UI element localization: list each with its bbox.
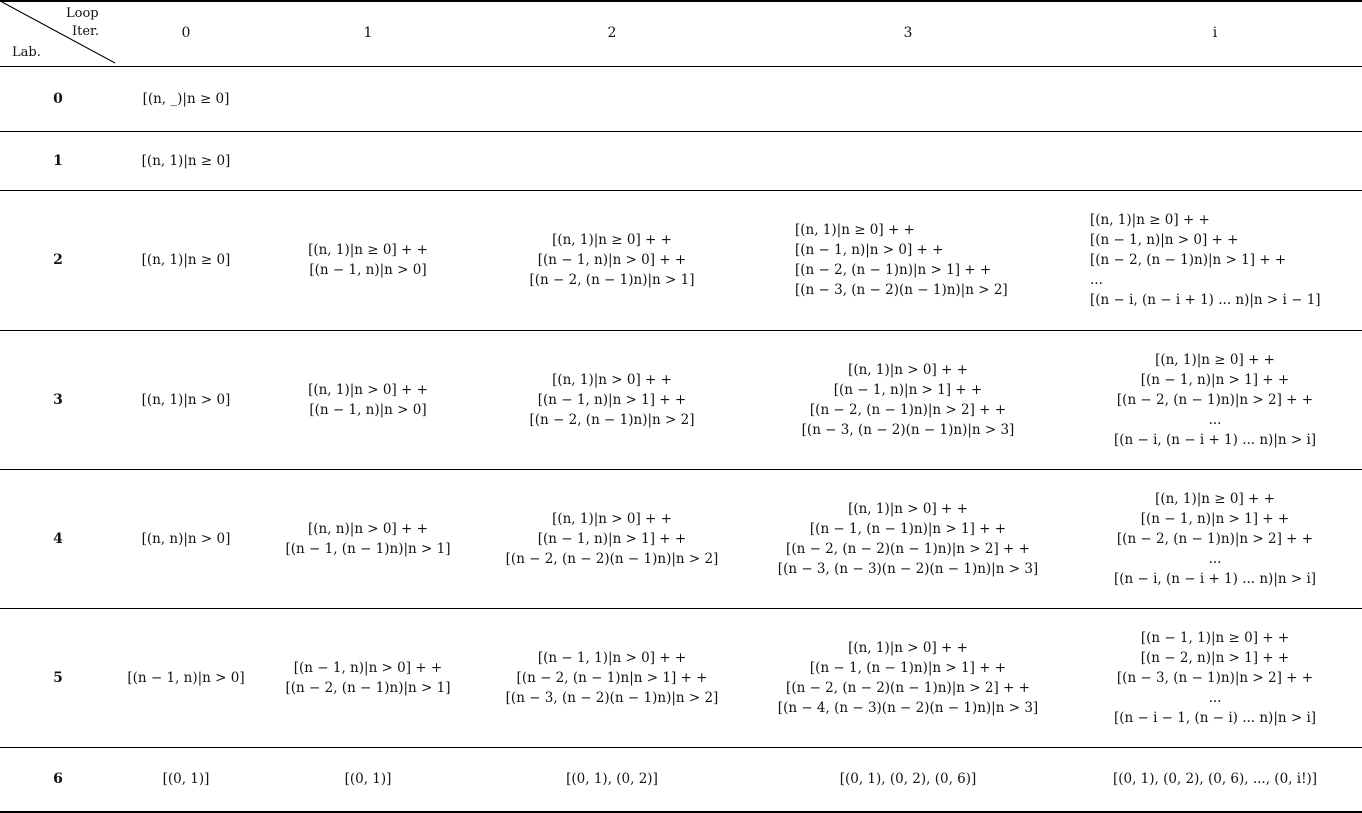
cell-line: [(n, 1)|n > 0]	[141, 391, 231, 408]
bottom-rule	[0, 811, 1362, 813]
cell-row5-col0	[101, 608, 271, 747]
cell-line: [(n − 1, (n − 1)n)|n > 1] + +	[809, 659, 1007, 676]
cell-line: [(n − 1, n)|n > 0]	[309, 262, 427, 278]
cell-line: [(n − 4, (n − 3)(n − 2)(n − 1)n)|n > 3]	[777, 699, 1039, 716]
cell-line: [(n − 1, n)|n > 0] + +	[537, 252, 687, 268]
cell-line: [(n, 1)|n > 0] + +	[848, 361, 968, 378]
cell-row6-col2	[482, 747, 742, 811]
cell-row5-coli	[1080, 608, 1350, 747]
cell-line: [(n − 3, (n − 2)(n − 1)n)|n > 3]	[801, 421, 1015, 438]
cell-line: [(n, n)|n > 0]	[141, 530, 231, 547]
cell-line: [(n, n)|n > 0] + +	[308, 520, 428, 537]
cell-line: [(n − 3, (n − 1)n)|n > 2] + +	[1116, 669, 1314, 686]
cell-line: [(n, 1)|n ≥ 0] + +	[1155, 490, 1275, 507]
cell-row4-col0	[101, 469, 271, 608]
cell-line: [(0, 1), (0, 2), (0, 6), ..., (0, i!)]	[1112, 771, 1318, 787]
cell-line: [(n, 1)|n > 0] + +	[848, 639, 968, 656]
cell-line: [(n − 1, n)|n > 0] + +	[1090, 232, 1239, 248]
cell-line: [(n, 1)|n ≥ 0] + +	[552, 232, 672, 248]
cell-line: [(n, 1)|n ≥ 0] + +	[308, 242, 428, 258]
cell-line: [(n − 2, (n − 1)n)|n > 2] + +	[809, 401, 1007, 418]
cell-row5-col1	[268, 608, 468, 747]
row-label-3: 3	[53, 391, 63, 408]
cell-row3-col3	[758, 330, 1058, 469]
corner-header-iter: Iter.	[72, 24, 99, 39]
cell-line: [(n − 1, n)|n > 0] + +	[795, 242, 944, 258]
cell-line: [(n, 1)|n ≥ 0] + +	[1090, 212, 1210, 228]
cell-row3-col2	[482, 330, 742, 469]
cell-line: [(n, 1)|n > 0] + +	[552, 510, 672, 527]
top-rule	[0, 0, 1362, 2]
cell-line: [(n − 1, (n − 1)n)|n > 1] + +	[809, 520, 1007, 537]
cell-row6-col0	[101, 747, 271, 811]
cell-line: [(n − i, (n − i + 1) ... n)|n > i − 1]	[1090, 292, 1321, 308]
cell-line: [(n, 1)|n ≥ 0] + +	[795, 222, 915, 238]
cell-line: [(n − 1, (n − 1)n)|n > 1]	[285, 540, 451, 557]
cell-line: [(n − 3, (n − 2)(n − 1)n)|n > 2]	[795, 282, 1008, 298]
cell-line: ...	[1208, 550, 1222, 567]
column-header-i: i	[1212, 25, 1218, 41]
row-label-2: 2	[53, 252, 63, 268]
cell-line: [(n − 2, (n − 1)n)|n > 2] + +	[1116, 391, 1314, 408]
cell-line: [(n − 3, (n − 3)(n − 2)(n − 1)n)|n > 3]	[777, 560, 1039, 577]
cell-line: [(n − 2, (n − 2)(n − 1)n)|n > 2] + +	[786, 540, 1030, 557]
cell-row0-col0	[101, 66, 271, 131]
cell-row3-col1	[268, 330, 468, 469]
cell-row4-col1	[268, 469, 468, 608]
cell-line: [(n − 1, n)|n > 0] + +	[293, 659, 443, 676]
cell-line: [(n, 1)|n ≥ 0]	[141, 152, 231, 169]
cell-line: [(n − 1, n)|n > 1] + +	[537, 530, 687, 547]
cell-line: ...	[1208, 411, 1222, 428]
cell-line: [(n − 2, (n − 1)n)|n > 1] + +	[1090, 252, 1287, 268]
cell-row1-col0	[101, 131, 271, 190]
cell-row5-col2	[482, 608, 742, 747]
corner-header-lab: Lab.	[12, 45, 41, 60]
cell-line: [(n − 3, (n − 2)(n − 1)n)|n > 2]	[505, 689, 719, 706]
cell-line: [(n, 1)|n > 0] + +	[848, 500, 968, 517]
column-header-2: 2	[607, 25, 617, 41]
cell-line: [(n − 1, n)|n > 1] + +	[833, 381, 983, 398]
cell-row2-col2	[482, 190, 742, 330]
cell-line: ...	[1090, 272, 1103, 288]
cell-line: [(n − 2, n)|n > 1] + +	[1140, 649, 1290, 666]
cell-row2-col3	[795, 190, 1045, 330]
cell-row4-coli	[1080, 469, 1350, 608]
cell-line: [(0, 1)]	[162, 771, 210, 787]
cell-line: [(n − 2, (n − 2)(n − 1)n)|n > 2] + +	[786, 679, 1030, 696]
cell-row5-col3	[758, 608, 1058, 747]
cell-row4-col2	[482, 469, 742, 608]
cell-line: [(0, 1), (0, 2), (0, 6)]	[839, 771, 977, 787]
cell-line: [(n − 2, (n − 1)n)|n > 1]	[529, 272, 695, 288]
cell-line: [(n − 2, (n − 1)n)|n > 1] + +	[795, 262, 992, 278]
cell-line: [(n − i, (n − i + 1) ... n)|n > i]	[1113, 570, 1317, 587]
cell-line: [(n, _)|n ≥ 0]	[142, 90, 230, 107]
cell-line: [(n − i, (n − i + 1) ... n)|n > i]	[1113, 431, 1317, 448]
cell-line: [(n − 1, 1)|n ≥ 0] + +	[1140, 629, 1290, 646]
row-label-4: 4	[53, 530, 63, 547]
cell-row6-col1	[268, 747, 468, 811]
cell-line: [(n − 1, n)|n > 1] + +	[537, 391, 687, 408]
cell-line: [(n, 1)|n > 0] + +	[552, 371, 672, 388]
cell-line: [(n − 2, (n − 1)n)|n > 2]	[529, 411, 695, 428]
cell-row6-coli	[1080, 747, 1350, 811]
cell-row2-coli	[1090, 190, 1358, 330]
cell-line: [(n, 1)|n ≥ 0] + +	[1155, 351, 1275, 368]
cell-line: [(n − 1, n)|n > 0]	[309, 401, 427, 418]
row-label-1: 1	[53, 152, 63, 169]
cell-line: [(0, 1), (0, 2)]	[566, 771, 658, 787]
row-label-6: 6	[53, 771, 63, 787]
cell-line: [(n, 1)|n > 0] + +	[308, 381, 428, 398]
column-header-0: 0	[181, 25, 191, 41]
cell-line: [(n − 2, (n − 1)n|n > 1] + +	[516, 669, 708, 686]
cell-line: [(n − 1, n)|n > 1] + +	[1140, 371, 1290, 388]
column-header-1: 1	[363, 25, 373, 41]
row-label-5: 5	[53, 669, 63, 686]
cell-line: [(n, 1)|n ≥ 0]	[141, 252, 231, 268]
cell-line: ...	[1208, 689, 1222, 706]
cell-row3-coli	[1080, 330, 1350, 469]
column-header-3: 3	[903, 25, 913, 41]
corner-header-loop: Loop	[66, 6, 99, 21]
cell-row6-col3	[758, 747, 1058, 811]
cell-row2-col1	[268, 190, 468, 330]
cell-line: [(n − 2, (n − 1)n)|n > 2] + +	[1116, 530, 1314, 547]
cell-row2-col0	[101, 190, 271, 330]
cell-line: [(n − 2, (n − 1)n)|n > 1]	[285, 679, 451, 696]
cell-line: [(n − i − 1, (n − i) ... n)|n > i]	[1113, 709, 1317, 726]
cell-line: [(n − 1, 1)|n > 0] + +	[537, 649, 687, 666]
row-label-0: 0	[53, 90, 63, 107]
cell-line: [(n − 1, n)|n > 0]	[127, 669, 245, 686]
cell-line: [(n − 1, n)|n > 1] + +	[1140, 510, 1290, 527]
cell-line: [(n − 2, (n − 2)(n − 1)n)|n > 2]	[505, 550, 719, 567]
cell-row3-col0	[101, 330, 271, 469]
cell-row4-col3	[758, 469, 1058, 608]
cell-line: [(0, 1)]	[344, 771, 392, 787]
